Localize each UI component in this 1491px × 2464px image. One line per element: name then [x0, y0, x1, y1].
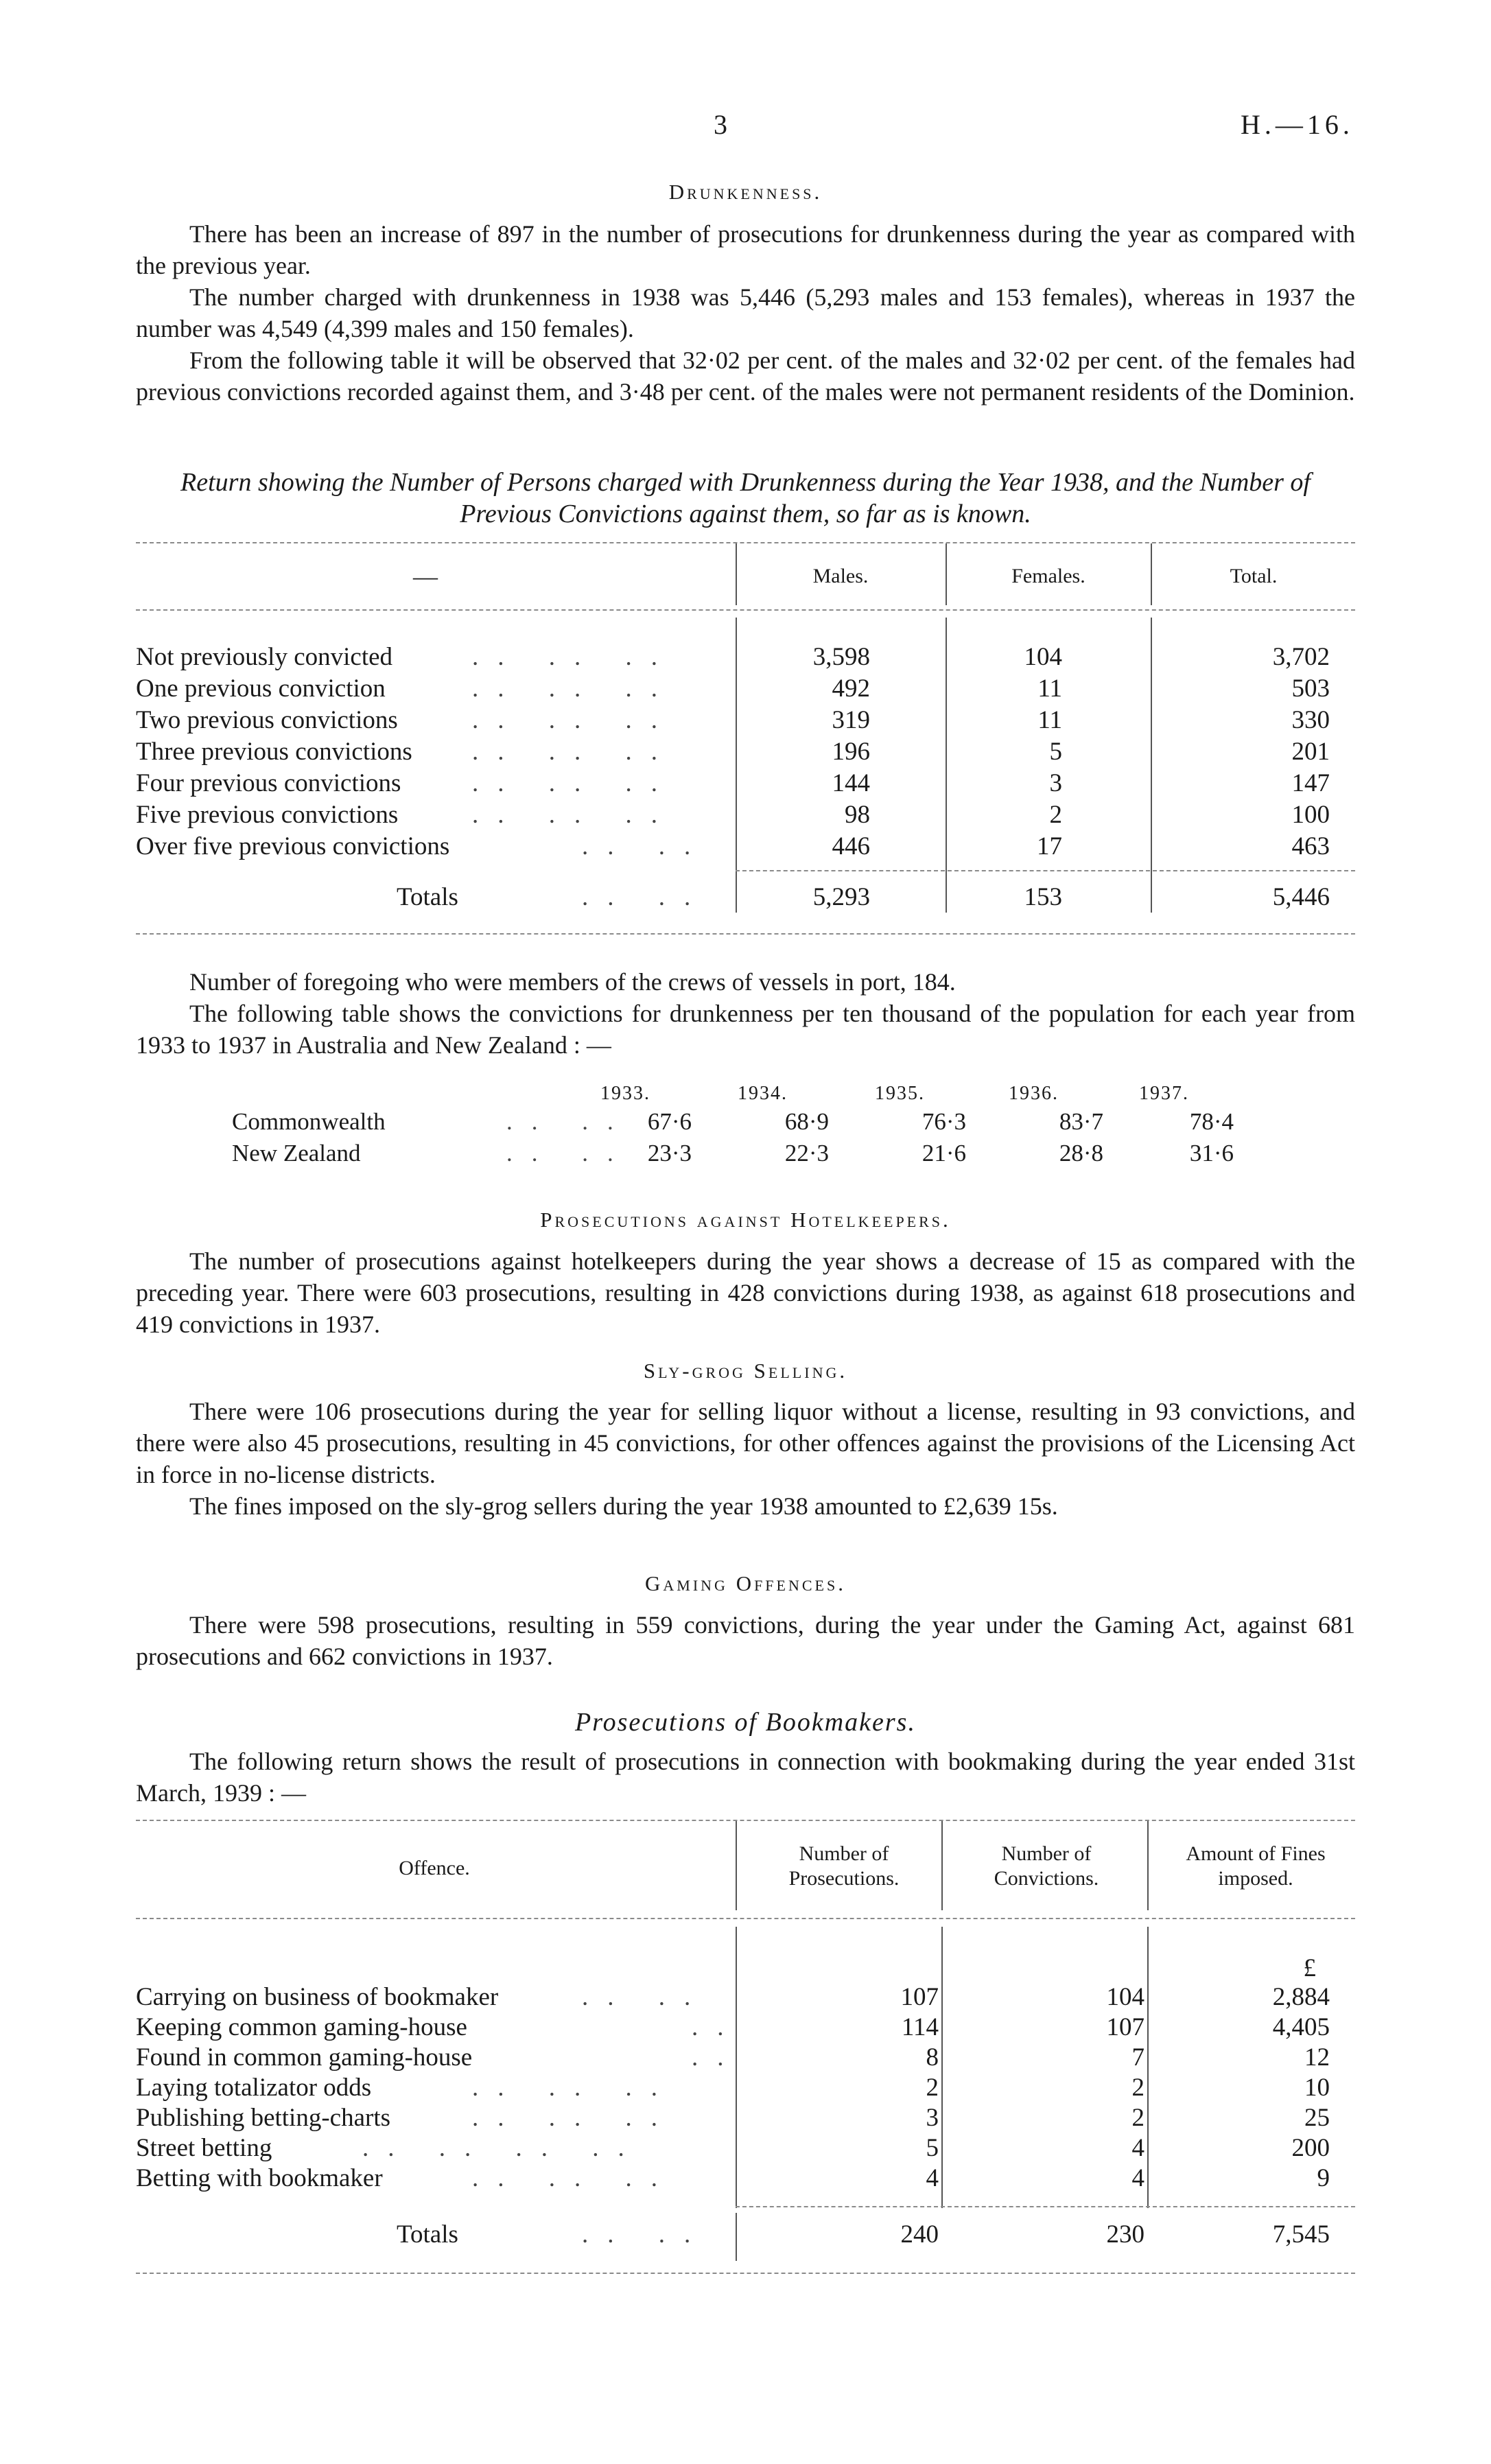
table-row — [136, 2133, 1355, 2164]
fines-value: 2,884 — [1272, 1983, 1330, 2011]
hotelkeepers-paragraph: The number of prosecutions against hotelkeepers during the year shows a decrease of 15 as compared with the preceding year. There were 603 prosecutions, resulting in 428 convictions during 1938, as against 618 prosecutions and 419 convictions in 1937. — [136, 1247, 1355, 1338]
row-label: Found in common gaming-house — [136, 2043, 473, 2072]
leader-dots: .. .. — [582, 2220, 710, 2249]
grand-total: 5,446 — [1272, 883, 1330, 911]
year-header: 1935. — [875, 1083, 925, 1104]
column-divider — [946, 543, 947, 605]
rate-value: 23·3 — [647, 1140, 692, 1166]
header-rule — [136, 1918, 1355, 1919]
sly-grog-paragraph-1: There were 106 prosecutions during the year for selling liquor without a license, resulting in 93 convictions, and there were also 45 prosecutions, resulting in 45 convictions, for other offences against the provisions of the Licensing Act in force in no-license districts. — [136, 1398, 1355, 1488]
leader-dots: .. .. .. — [472, 2074, 677, 2102]
prosecutions-value: 4 — [926, 2164, 939, 2192]
leader-dots: .. .. .. — [472, 769, 677, 797]
rate-value: 31·6 — [1189, 1140, 1234, 1166]
rate-value: 22·3 — [784, 1140, 829, 1166]
males-value: 492 — [832, 674, 870, 703]
convictions-value: 4 — [1131, 2134, 1144, 2162]
convictions-value: 107 — [1106, 2013, 1144, 2041]
table-row — [136, 768, 1355, 799]
leader-dots: .. .. .. — [472, 738, 677, 766]
females-total: 153 — [1024, 883, 1062, 911]
convictions-total: 230 — [1106, 2220, 1144, 2249]
females-value: 2 — [1049, 801, 1062, 829]
rate-value: 68·9 — [784, 1108, 829, 1135]
totals-label: Totals — [397, 2220, 458, 2249]
column-divider — [736, 1821, 737, 1910]
stub-header: — — [413, 563, 438, 590]
column-divider — [941, 1821, 943, 1910]
currency-row — [136, 1953, 1355, 1984]
totals-label: Totals — [397, 883, 458, 911]
drunkenness-paragraph-3: From the following table it will be observed that 32·02 per cent. of the males and 32·02 per cent. of the females had previous convictions recorded against them, and 3·48 per cent. of the males were not permanent residents of the Dominion. — [136, 347, 1355, 406]
drunkenness-table-caption: Return showing the Number of Persons charged with Drunkenness during the Year 1938, and the Number of Previous Convictions against them, so far as is known. — [180, 468, 1311, 528]
bookmakers-paragraph: The following return shows the result of prosecutions in connection with bookmaking during the year ended 31st March, 1939 : — — [136, 1748, 1355, 1807]
page-number: 3 — [714, 109, 731, 140]
drunkenness-paragraph-5: The following table shows the convictions for drunkenness per ten thousand of the population for each year from 1933 to 1937 in Australia and New Zealand : — — [136, 1000, 1355, 1059]
rates-row-commonwealth — [136, 1106, 1355, 1138]
row-label: New Zealand — [232, 1140, 361, 1166]
males-value: 446 — [832, 832, 870, 860]
convictions-value: 104 — [1106, 1983, 1144, 2011]
table-row — [136, 831, 1355, 863]
col-header-females: Females. — [1011, 565, 1085, 587]
table-row — [136, 705, 1355, 736]
column-divider — [1151, 543, 1152, 605]
prosecutions-value: 3 — [926, 2104, 939, 2132]
gaming-heading: Gaming Offences. — [645, 1571, 846, 1595]
rate-value: 28·8 — [1059, 1140, 1103, 1166]
drunkenness-heading: Drunkenness. — [668, 180, 823, 204]
table-row — [136, 642, 1355, 673]
fines-value: 4,405 — [1272, 2013, 1330, 2041]
prosecutions-total: 240 — [900, 2220, 939, 2249]
convictions-value: 2 — [1131, 2104, 1144, 2132]
total-value: 330 — [1291, 706, 1330, 734]
row-label: Betting with bookmaker — [136, 2164, 383, 2192]
row-label: Commonwealth — [232, 1108, 386, 1135]
table-row — [136, 1982, 1355, 2013]
table-row — [136, 799, 1355, 831]
table-row — [136, 2163, 1355, 2194]
col-header-total: Total. — [1230, 565, 1278, 587]
prosecutions-value: 8 — [926, 2043, 939, 2072]
leader-dots: .. .. — [506, 1108, 633, 1135]
fines-value: 10 — [1304, 2074, 1330, 2102]
header-rule — [136, 609, 1355, 611]
leader-dots: .. .. — [506, 1140, 633, 1166]
prosecutions-value: 5 — [926, 2134, 939, 2162]
hotelkeepers-heading: Prosecutions against Hotelkeepers. — [540, 1208, 951, 1232]
fines-value: 200 — [1291, 2134, 1330, 2162]
total-value: 147 — [1291, 769, 1330, 797]
prosecutions-value: 114 — [901, 2013, 939, 2041]
col-header-fines: Amount of Fines imposed. — [1186, 1842, 1326, 1890]
drunkenness-paragraph-2: The number charged with drunkenness in 1938 was 5,446 (5,293 males and 153 females), whereas in 1937 the number was 4,549 (4,399 males and 150 females). — [136, 283, 1355, 342]
bookmakers-heading: Prosecutions of Bookmakers. — [575, 1708, 916, 1737]
leader-dots: .. .. .. — [472, 674, 677, 703]
table-row — [136, 2072, 1355, 2104]
drunkenness-paragraph-1: There has been an increase of 897 in the number of prosecutions for drunkenness during the year as compared with the previous year. — [136, 220, 1355, 279]
table-row — [136, 2042, 1355, 2074]
males-value: 196 — [832, 738, 870, 766]
males-value: 3,598 — [812, 643, 870, 671]
row-label: Carrying on business of bookmaker — [136, 1983, 499, 2011]
prosecutions-value: 107 — [900, 1983, 939, 2011]
document-reference: H.—16. — [1241, 109, 1354, 140]
table-bottom-rule — [136, 933, 1355, 935]
rate-value: 76·3 — [921, 1108, 966, 1135]
total-value: 463 — [1291, 832, 1330, 860]
leader-dots: .. .. .. — [472, 2104, 677, 2132]
col-header-offence: Offence. — [399, 1857, 470, 1879]
rate-value: 21·6 — [921, 1140, 966, 1166]
row-label: Two previous convictions — [136, 706, 398, 734]
table-row — [136, 673, 1355, 705]
leader-dots: .. .. .. — [472, 706, 677, 734]
row-label: Over five previous convictions — [136, 832, 450, 860]
row-label: Laying totalizator odds — [136, 2074, 372, 2102]
gaming-paragraph: There were 598 prosecutions, resulting in 559 convictions, during the year under the Gaming Act, against 681 prosecutions and 662 convictions in 1937. — [136, 1611, 1355, 1670]
column-divider — [1147, 1821, 1149, 1910]
year-header: 1934. — [738, 1083, 788, 1104]
totals-row — [136, 882, 1355, 913]
column-divider — [736, 543, 737, 605]
row-label: Street betting — [136, 2134, 272, 2162]
table-row — [136, 2102, 1355, 2134]
year-header: 1933. — [600, 1083, 650, 1104]
males-value: 144 — [832, 769, 870, 797]
table-top-rule — [136, 1820, 1355, 1821]
leader-dots: .. .. .. — [472, 801, 677, 829]
leader-dots: .. .. .. — [472, 643, 677, 671]
year-header: 1936. — [1009, 1083, 1059, 1104]
rates-row-new-zealand — [136, 1138, 1355, 1169]
col-header-males: Males. — [812, 565, 869, 587]
females-value: 3 — [1049, 769, 1062, 797]
males-value: 98 — [845, 801, 870, 829]
col-header-convictions: Number of Convictions. — [994, 1842, 1099, 1890]
drunkenness-paragraph-4: Number of foregoing who were members of the crews of vessels in port, 184. — [189, 968, 956, 996]
leader-dots: .. .. .. .. — [362, 2134, 644, 2162]
leader-dots: .. .. — [582, 1983, 710, 2011]
table-row — [136, 2012, 1355, 2043]
males-value: 319 — [832, 706, 870, 734]
pound-sign: £ — [1303, 1954, 1316, 1982]
row-label: Keeping common gaming-house — [136, 2013, 467, 2041]
row-label: Not previously convicted — [136, 643, 393, 671]
total-value: 100 — [1291, 801, 1330, 829]
totals-rule — [736, 870, 1355, 871]
females-value: 11 — [1037, 674, 1062, 703]
females-value: 17 — [1037, 832, 1062, 860]
table-row — [136, 736, 1355, 768]
females-value: 104 — [1024, 643, 1062, 671]
row-label: Five previous convictions — [136, 801, 399, 829]
leader-dots: .. .. .. — [472, 2164, 677, 2192]
total-value: 201 — [1291, 738, 1330, 766]
total-value: 3,702 — [1272, 643, 1330, 671]
total-value: 503 — [1291, 674, 1330, 703]
col-header-prosecutions: Number of Prosecutions. — [788, 1842, 900, 1890]
leader-dots: .. — [692, 2043, 743, 2072]
year-header: 1937. — [1139, 1083, 1189, 1104]
row-label: Three previous convictions — [136, 738, 412, 766]
females-value: 11 — [1037, 706, 1062, 734]
column-divider — [736, 2213, 737, 2261]
convictions-value: 7 — [1131, 2043, 1144, 2072]
rate-value: 67·6 — [647, 1108, 692, 1135]
females-value: 5 — [1049, 738, 1062, 766]
convictions-value: 4 — [1131, 2164, 1144, 2192]
row-label: Four previous convictions — [136, 769, 401, 797]
leader-dots: .. — [692, 2013, 743, 2041]
convictions-value: 2 — [1131, 2074, 1144, 2102]
sly-grog-paragraph-2: The fines imposed on the sly-grog sellers during the year 1938 amounted to £2,639 15s. — [189, 1492, 1058, 1520]
table-top-rule — [136, 542, 1355, 543]
table-bottom-rule — [136, 2273, 1355, 2274]
leader-dots: .. .. — [582, 832, 710, 860]
fines-value: 9 — [1317, 2164, 1330, 2192]
totals-row — [136, 2219, 1355, 2251]
leader-dots: .. .. — [582, 883, 710, 911]
fines-value: 12 — [1304, 2043, 1330, 2072]
row-label: Publishing betting-charts — [136, 2104, 390, 2132]
row-label: One previous conviction — [136, 674, 386, 703]
males-total: 5,293 — [812, 883, 870, 911]
rate-value: 78·4 — [1189, 1108, 1234, 1135]
sly-grog-heading: Sly-grog Selling. — [643, 1359, 848, 1383]
prosecutions-value: 2 — [926, 2074, 939, 2102]
totals-rule — [736, 2206, 1355, 2207]
fines-value: 25 — [1304, 2104, 1330, 2132]
fines-total: 7,545 — [1272, 2220, 1330, 2249]
rate-value: 83·7 — [1059, 1108, 1103, 1135]
